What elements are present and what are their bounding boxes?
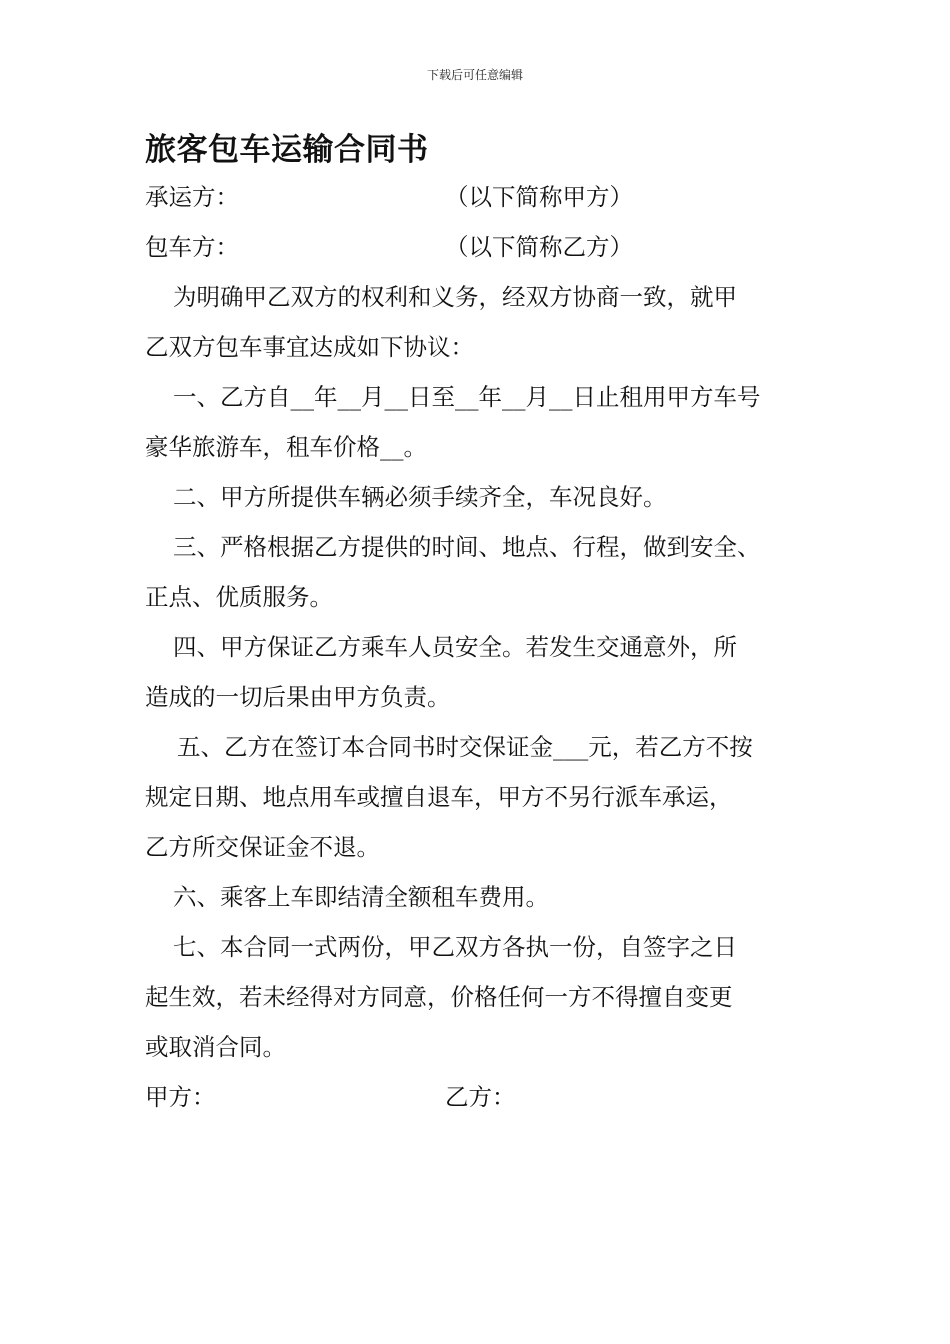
clause-3-line-2: 正点、优质服务。 [145, 583, 333, 611]
signature-party-a: 甲方： [145, 1083, 216, 1111]
party-b-label: 包车方： [145, 233, 239, 261]
party-a-row [145, 172, 825, 222]
intro-line-1: 为明确甲乙双方的权利和义务，经双方协商一致，就甲 [173, 283, 737, 311]
clause-4-line-1: 四、甲方保证乙方乘车人员安全。若发生交通意外，所 [173, 633, 737, 661]
intro-line-2: 乙双方包车事宜达成如下协议： [145, 333, 474, 361]
signature-party-b: 乙方： [445, 1083, 516, 1111]
signature-row [145, 1072, 825, 1122]
clause-5-line-2: 规定日期、地点用车或擅自退车，甲方不另行派车承运， [145, 783, 733, 811]
clause-7-line-1: 七、本合同一式两份，甲乙双方各执一份，自签字之日 [173, 933, 737, 961]
party-b-note: （以下简称乙方） [445, 233, 633, 261]
clause-6-line-1: 六、乘客上车即结清全额租车费用。 [173, 883, 549, 911]
clause-7-line-2: 起生效，若未经得对方同意，价格任何一方不得擅自变更 [145, 983, 733, 1011]
party-a-note: （以下简称甲方） [445, 183, 633, 211]
clause-3-line-1: 三、严格根据乙方提供的时间、地点、行程，做到安全、 [173, 533, 761, 561]
clause-1-line-1: 一、乙方自__年__月__日至__年__月__日止租用甲方车号 [173, 383, 761, 411]
party-b-row [145, 222, 825, 272]
contract-body [145, 128, 825, 1122]
clause-1-line-2: 豪华旅游车，租车价格__。 [145, 433, 427, 461]
page-header-note: 下载后可任意编辑 [426, 68, 523, 82]
clause-5-line-1: 五、乙方在签订本合同书时交保证金___元，若乙方不按 [177, 733, 753, 761]
document-title: 旅客包车运输合同书 [145, 132, 429, 168]
clause-5-line-3: 乙方所交保证金不退。 [145, 833, 380, 861]
party-a-label: 承运方： [145, 183, 239, 211]
clause-4-line-2: 造成的一切后果由甲方负责。 [145, 683, 451, 711]
clause-7-line-3: 或取消合同。 [145, 1033, 286, 1061]
clause-2-line-1: 二、甲方所提供车辆必须手续齐全，车况良好。 [173, 483, 667, 511]
